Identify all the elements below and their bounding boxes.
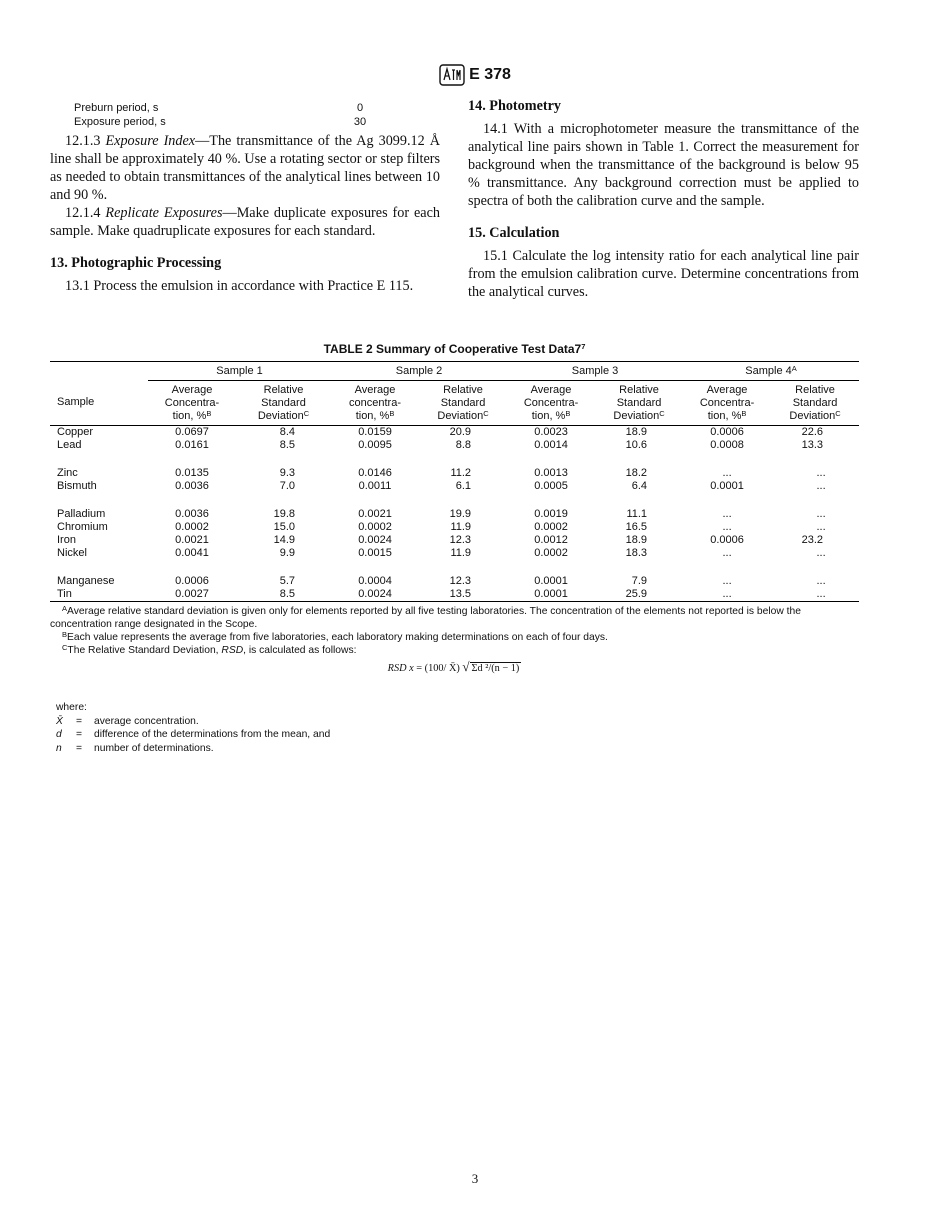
row-sample-name: Nickel xyxy=(57,547,87,559)
cell-avg-concentration: 0.0002 xyxy=(534,521,568,533)
cell-avg-concentration: ... xyxy=(722,574,732,587)
cell-rsd: ... xyxy=(771,588,859,602)
cell-rsd: 7.0 xyxy=(279,480,296,492)
param-label: Exposure period, s xyxy=(74,116,166,128)
cell-avg-concentration: 0.0011 xyxy=(358,480,392,492)
cell-rsd: 9.9 xyxy=(279,547,296,559)
cell-avg-concentration: 0.0012 xyxy=(534,534,568,546)
cell-avg-concentration: ... xyxy=(722,507,732,520)
column-header-rsd: Relative Standard Deviation$^C$ xyxy=(236,381,331,426)
cell-avg-concentration: 0.0036 xyxy=(175,480,209,492)
cell-rsd: 5.7 xyxy=(279,574,296,587)
cell-avg-concentration: 0.0027 xyxy=(148,588,236,602)
row-sample-name: Iron xyxy=(57,534,76,546)
row-sample-name: Copper xyxy=(57,426,94,438)
column-header-rsd: Relative Standard Deviation$^C$ xyxy=(419,381,507,426)
cell-avg-concentration: 0.0001 xyxy=(710,480,744,492)
left-column xyxy=(50,101,440,295)
cell-rsd: 15.0 xyxy=(273,521,296,533)
cell-avg-concentration: 0.0015 xyxy=(358,547,392,559)
column-header-avg: Average Concentra- tion, %$^B$ xyxy=(148,381,236,426)
definition-row: d = difference of the determinations from the mean, and xyxy=(56,729,331,740)
cell-avg-concentration: 0.0135 xyxy=(175,466,209,479)
table-row xyxy=(50,426,859,440)
footnote-a: $^A$Average relative standard deviation is given only for elements reported by all five testing laboratories. The concentration of the elements not reported is below the concentration range designated in the Scope. xyxy=(50,604,801,630)
column-header-sample: Sample xyxy=(50,381,148,426)
definition-row: n = number of determinations. xyxy=(56,742,214,754)
row-sample-name: Lead xyxy=(57,439,82,451)
rsd-formula: RSD x = (100/ X̄) √ Σd ²/(n − 1) xyxy=(387,659,520,674)
cell-avg-concentration: 0.0001 xyxy=(507,588,595,602)
cell-rsd: 18.9 xyxy=(625,426,648,438)
where-label: where: xyxy=(56,702,87,713)
cell-rsd: ... xyxy=(816,521,826,533)
column-header-rsd: Relative Standard Deviation$^C$ xyxy=(771,381,859,426)
cell-rsd: ... xyxy=(816,547,826,559)
cell-rsd: 20.9 xyxy=(449,426,472,438)
cell-rsd: 6.1 xyxy=(455,480,472,492)
param-row xyxy=(50,115,440,129)
cell-rsd: ... xyxy=(816,466,826,479)
column-header-avg: Average Concentra- tion, %$^B$ xyxy=(683,381,771,426)
column-header-rsd: Relative Standard Deviation$^C$ xyxy=(595,381,683,426)
page-header xyxy=(0,63,950,87)
cell-avg-concentration: 0.0021 xyxy=(175,534,209,546)
cell-avg-concentration: 0.0001 xyxy=(534,574,568,587)
table-row xyxy=(50,493,859,521)
cell-rsd: 8.8 xyxy=(455,439,472,451)
table-row xyxy=(50,452,859,480)
cell-rsd: 22.6 xyxy=(801,426,824,438)
row-sample-name: Tin xyxy=(50,588,148,602)
cell-avg-concentration: 0.0002 xyxy=(534,547,568,559)
table-body xyxy=(50,426,859,602)
cell-avg-concentration: 0.0095 xyxy=(358,439,392,451)
cell-avg-concentration: ... xyxy=(722,466,732,479)
cell-rsd: 18.2 xyxy=(625,466,648,479)
cell-avg-concentration: 0.0014 xyxy=(534,439,568,451)
paragraph-13-1: 13.1 Process the emulsion in accordance with Practice E 115. xyxy=(65,278,414,294)
cell-rsd: 10.6 xyxy=(625,439,648,451)
table-row xyxy=(50,534,859,547)
table-row xyxy=(50,588,859,602)
table-row xyxy=(50,560,859,588)
cell-avg-concentration: 0.0008 xyxy=(710,439,744,451)
table-row xyxy=(50,521,859,534)
cell-rsd: 8.5 xyxy=(236,588,331,602)
cell-avg-concentration: 0.0024 xyxy=(358,534,392,546)
cell-rsd: 16.5 xyxy=(625,521,648,533)
cell-rsd: 11.9 xyxy=(450,521,472,533)
param-row xyxy=(50,101,440,115)
table-caption: TABLE 2 Summary of Cooperative Test $Data7^7$ xyxy=(323,342,586,356)
section-heading-13: 13. Photographic Processing xyxy=(50,255,222,271)
footnote-b: $^B$Each value represents the average from five laboratories, each laboratory making determinations on each of four days. xyxy=(62,630,608,643)
cell-avg-concentration: 0.0161 xyxy=(175,439,209,451)
cell-rsd: 8.5 xyxy=(279,439,296,451)
cell-avg-concentration: ... xyxy=(722,547,732,559)
table-row xyxy=(50,439,859,452)
cell-rsd: 19.8 xyxy=(273,507,296,520)
cell-avg-concentration: 0.0036 xyxy=(175,507,209,520)
cell-avg-concentration: 0.0023 xyxy=(534,426,568,438)
cell-avg-concentration: 0.0002 xyxy=(175,521,209,533)
table-2 xyxy=(50,343,859,755)
section-heading-15: 15. Calculation xyxy=(468,225,560,241)
cell-rsd: 19.9 xyxy=(449,507,472,520)
cell-avg-concentration: 0.0024 xyxy=(331,588,419,602)
cell-rsd: 25.9 xyxy=(595,588,683,602)
cell-avg-concentration: 0.0006 xyxy=(710,426,744,438)
exposure-parameters xyxy=(50,101,440,129)
footnote-c: $^C$The Relative Standard Deviation, RSD, is calculated as follows: xyxy=(62,643,357,656)
cell-rsd: 13.5 xyxy=(419,588,507,602)
row-sample-name: Zinc xyxy=(57,466,78,479)
paragraph-14-1: 14.1 With a microphotometer measure the transmittance of the analytical line pairs shown in Table 1. Correct the measurement for background when the transmittance of the background is below 95 % transmittance. Any background correction must be applied to spectra of both the calibration curve and the sample. xyxy=(468,121,859,209)
cell-rsd: ... xyxy=(816,574,826,587)
group-header: Sample 1 xyxy=(148,362,331,381)
astm-logo-icon xyxy=(439,63,465,87)
paragraph-12-1-4: 12.1.4 Replicate Exposures—Make duplicate exposures for each sample. Make quadruplicate exposures for each standard. xyxy=(50,205,440,239)
section-heading-14: 14. Photometry xyxy=(468,98,561,114)
table-row xyxy=(50,480,859,493)
cell-avg-concentration: 0.0006 xyxy=(175,574,209,587)
where-definitions xyxy=(50,701,859,755)
cell-avg-concentration: 0.0146 xyxy=(358,466,392,479)
param-value: 0 xyxy=(356,102,364,114)
cell-rsd: 11.1 xyxy=(626,507,648,520)
table-row xyxy=(50,547,859,560)
cell-avg-concentration: 0.0041 xyxy=(175,547,209,559)
cell-rsd: ... xyxy=(816,507,826,520)
cell-avg-concentration: 0.0006 xyxy=(710,534,744,546)
cell-avg-concentration: 0.0159 xyxy=(358,426,392,438)
cell-rsd: 9.3 xyxy=(279,466,296,479)
group-header: Sample $4^A$ xyxy=(683,362,859,381)
cell-rsd: 11.9 xyxy=(450,547,472,559)
cell-avg-concentration: 0.0021 xyxy=(358,507,392,520)
param-value: 30 xyxy=(353,116,367,128)
cell-avg-concentration: 0.0019 xyxy=(534,507,568,520)
cell-rsd: 12.3 xyxy=(449,574,472,587)
table-footnotes xyxy=(50,605,859,755)
column-header-avg: Average Concentra- tion, %$^B$ xyxy=(507,381,595,426)
group-header: Sample 2 xyxy=(331,362,507,381)
cell-rsd: 18.3 xyxy=(625,547,648,559)
cell-avg-concentration: ... xyxy=(722,521,732,533)
cell-rsd: 23.2 xyxy=(801,534,824,546)
cell-avg-concentration: 0.0002 xyxy=(358,521,392,533)
row-sample-name: Bismuth xyxy=(57,480,97,492)
data-table xyxy=(50,361,859,602)
cell-rsd: 14.9 xyxy=(273,534,296,546)
row-sample-name: Manganese xyxy=(57,574,115,587)
cell-rsd: ... xyxy=(816,480,826,492)
row-sample-name: Chromium xyxy=(57,521,108,533)
cell-rsd: 8.4 xyxy=(279,426,296,438)
cell-rsd: 6.4 xyxy=(631,480,648,492)
cell-rsd: 13.3 xyxy=(801,439,824,451)
cell-avg-concentration: ... xyxy=(683,588,771,602)
cell-rsd: 18.9 xyxy=(625,534,648,546)
group-header: Sample 3 xyxy=(507,362,683,381)
cell-avg-concentration: 0.0004 xyxy=(358,574,392,587)
page-number: 3 xyxy=(471,1171,479,1186)
param-label: Preburn period, s xyxy=(74,102,159,114)
cell-rsd: 11.2 xyxy=(450,466,472,479)
paragraph-15-1: 15.1 Calculate the log intensity ratio for each analytical line pair from the emulsion calibration curve. Determine concentrations from the analytical curves. xyxy=(468,248,859,300)
paragraph-12-1-3: 12.1.3 Exposure Index—The transmittance of the Ag 3099.12 Å line shall be approximately 40 %. Use a rotating sector or step filters as needed to obtain transmittances of the analytical lines between 10 and 90 %. xyxy=(50,133,440,203)
column-header-avg: Average concentra- tion, %$^B$ xyxy=(331,381,419,426)
row-sample-name: Palladium xyxy=(57,507,106,520)
cell-rsd: 7.9 xyxy=(631,574,648,587)
cell-avg-concentration: 0.0013 xyxy=(534,466,568,479)
cell-rsd: 12.3 xyxy=(449,534,472,546)
document-number: E 378 xyxy=(469,66,511,83)
right-column xyxy=(468,97,859,301)
definition-row: X̄ = average concentration. xyxy=(56,715,199,727)
cell-avg-concentration: 0.0005 xyxy=(534,480,568,492)
cell-avg-concentration: 0.0697 xyxy=(175,426,209,438)
